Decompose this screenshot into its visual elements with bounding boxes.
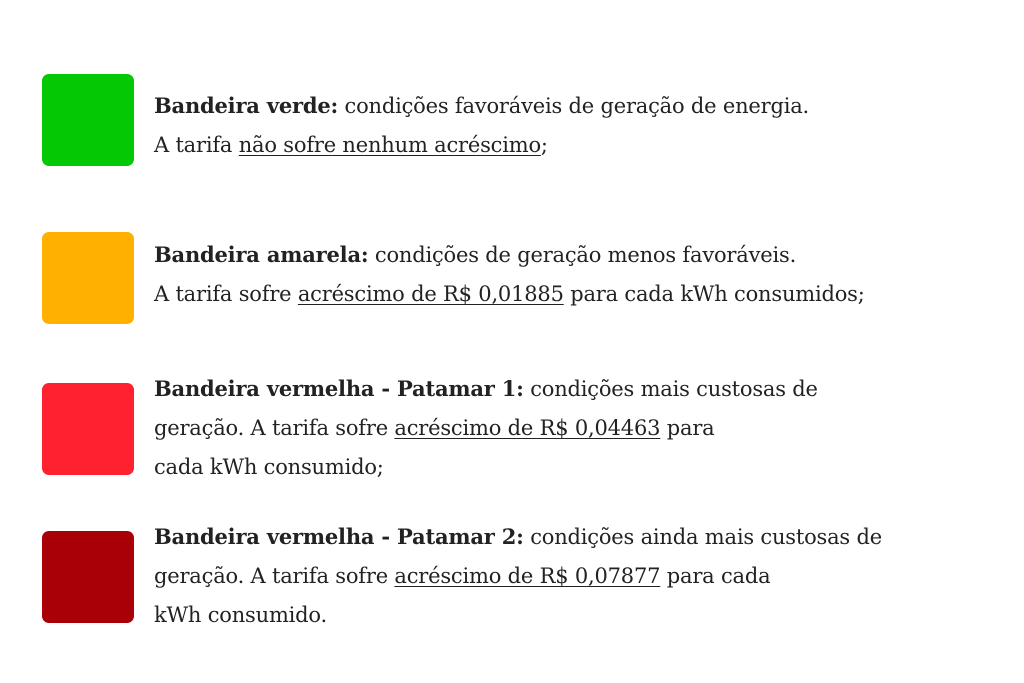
red-flag-level2-text [154, 517, 882, 635]
yellow-flag-tariff-prefix: A tarifa sofre [154, 282, 298, 306]
red-flag-level1-tariff-prefix: geração. A tarifa sofre [154, 416, 395, 440]
green-flag-tariff-prefix: A tarifa [154, 133, 239, 157]
green-flag-text [154, 86, 809, 165]
red-flag-level2-line-2 [154, 557, 882, 596]
red-flag-level2-line-3: kWh consumido. [154, 603, 327, 627]
green-flag-tariff-highlight: não sofre nenhum acréscimo [238, 133, 541, 157]
red-flag-level2-description: condições ainda mais custosas de [523, 525, 882, 549]
red-flag-level1-title: Bandeira vermelha - Patamar 1: [154, 376, 524, 401]
yellow-flag-swatch [42, 232, 134, 324]
yellow-flag-line-2 [154, 275, 865, 314]
green-flag-line-2 [154, 126, 809, 165]
green-flag-swatch [42, 74, 134, 166]
red-flag-level1-tariff-highlight: acréscimo de R$ 0,04463 [394, 416, 661, 440]
yellow-flag-title: Bandeira amarela: [154, 242, 369, 267]
green-flag-line-1 [154, 86, 809, 126]
red-flag-level1-description: condições mais custosas de [523, 377, 818, 401]
yellow-flag-tariff-suffix: para cada kWh consumidos; [563, 282, 865, 306]
green-flag-title: Bandeira verde: [154, 93, 339, 118]
red-flag-level1-line-2 [154, 409, 818, 448]
red-flag-level1-line-3: cada kWh consumido; [154, 455, 384, 479]
yellow-flag-tariff-highlight: acréscimo de R$ 0,01885 [297, 282, 564, 306]
yellow-flag-text [154, 235, 865, 314]
red-flag-level2-tariff-suffix: para cada [660, 564, 771, 588]
yellow-flag-description: condições de geração menos favoráveis. [368, 243, 797, 267]
red-flag-level1-line-1 [154, 369, 818, 409]
red-flag-level2-line-1 [154, 517, 882, 557]
red-flag-level2-tariff-prefix: geração. A tarifa sofre [154, 564, 395, 588]
yellow-flag-line-1 [154, 235, 865, 275]
green-flag-description: condições favoráveis de geração de energia. [338, 94, 810, 118]
red-flag-level2-tariff-highlight: acréscimo de R$ 0,07877 [394, 564, 661, 588]
green-flag-tariff-suffix: ; [540, 133, 548, 157]
red-flag-level1-swatch [42, 383, 134, 475]
red-flag-level1-tariff-suffix: para [660, 416, 715, 440]
red-flag-level1-text [154, 369, 818, 487]
red-flag-level2-title: Bandeira vermelha - Patamar 2: [154, 524, 524, 549]
red-flag-level2-swatch [42, 531, 134, 623]
